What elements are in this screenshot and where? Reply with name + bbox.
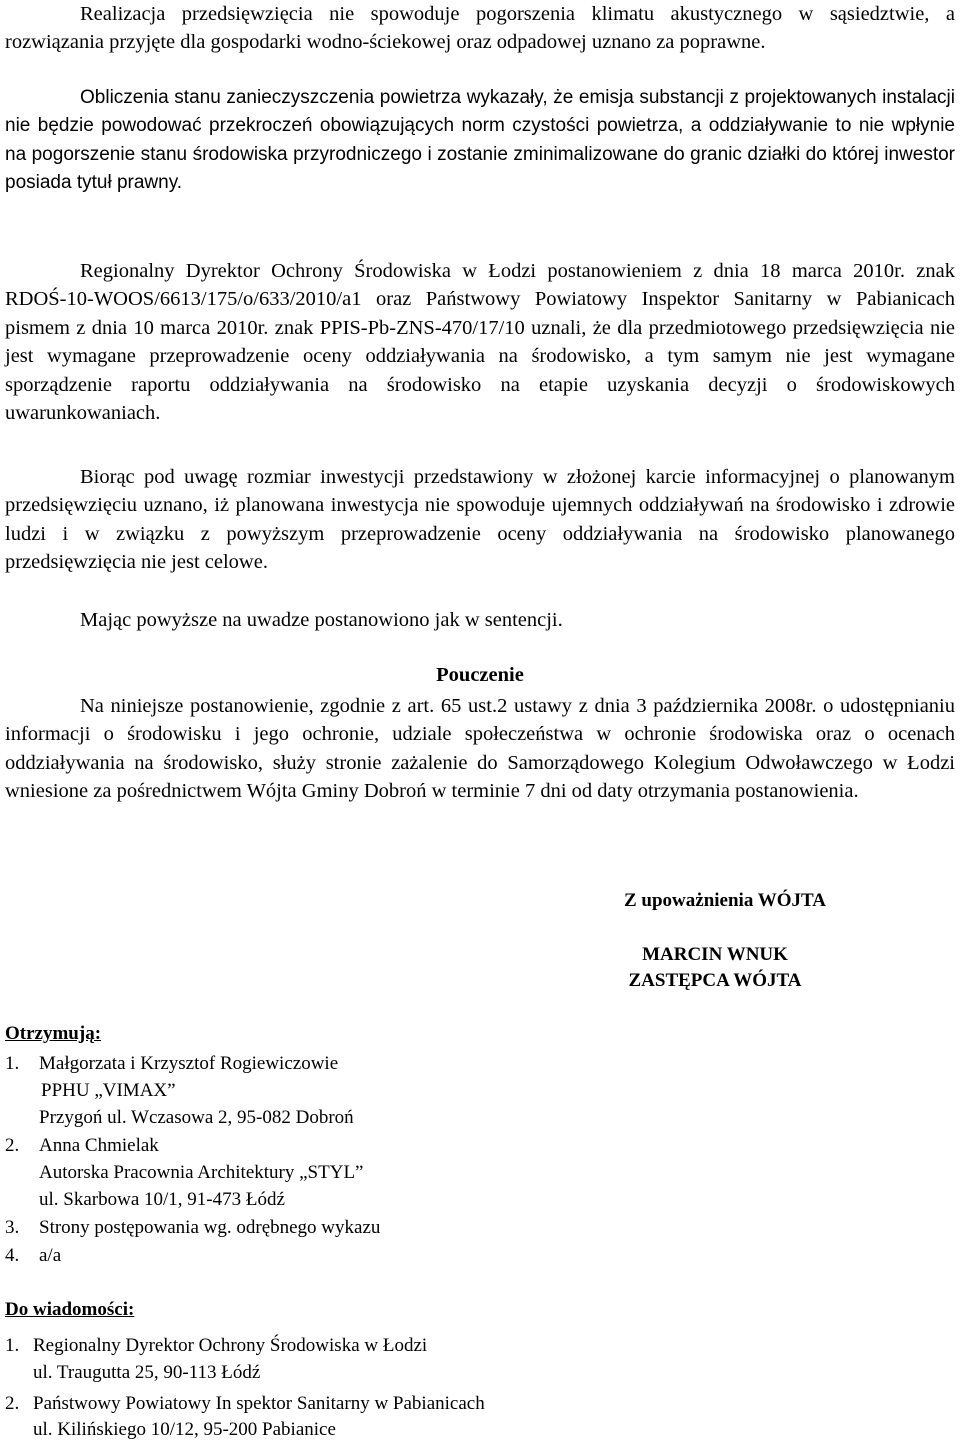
cc-number: 2. — [5, 1393, 20, 1414]
recipient-number: 1. — [5, 1053, 20, 1074]
recipient-number: 4. — [5, 1245, 20, 1266]
recipient-item: 1. Małgorzata i Krzysztof Rogiewiczowie — [5, 1050, 338, 1077]
cc-item: 2. Państwowy Powiatowy In spektor Sanitarny w Pabianicach — [5, 1390, 485, 1417]
recipient-item: 3. Strony postępowania wg. odrębnego wykazu — [5, 1214, 380, 1241]
recipient-item: 2. Anna Chmielak — [5, 1132, 159, 1159]
recipient-line: PPHU „VIMAX” — [41, 1080, 176, 1101]
signature-title: ZASTĘPCA WÓJTA — [628, 970, 802, 991]
recipient-line: ul. Skarbowa 10/1, 91-473 Łódź — [39, 1189, 285, 1210]
paragraph-conclusion: Biorąc pod uwagę rozmiar inwestycji przedstawiony w złożonej karcie informacyjnej o planowanym przedsięwzięciu uznano, iż planowana inwestycja nie spowoduje ujemnych oddziaływań na środowisko i zdrowie ludzi i w związku z powyższym przeprowadzenie oceny oddziaływania na środowisko planowanego przedsięwzięcia nie jest celowe. — [5, 466, 955, 574]
recipient-item: 4. a/a — [5, 1242, 61, 1269]
cc-line: ul. Traugutta 25, 90-113 Łódź — [33, 1362, 261, 1383]
recipient-line: Autorska Pracownia Architektury „STYL” — [39, 1162, 364, 1183]
paragraph-rdos-opinion: Regionalny Dyrektor Ochrony Środowiska w Łodzi postanowieniem z dnia 18 marca 2010r. znak RDOŚ-10-WOOS/6613/175/o/633/2010/a1 oraz Państwowy Powiatowy Inspektor Sanitarny w Pabianicach pismem z dnia 10 marca 2010r. znak PPIS-Pb-ZNS-470/17/10 uznali, że dla przedmiotowego przedsięwzięcia nie jest wymagane przeprowadzenie oceny oddziaływania na środowisko, a tym samym nie jest wymagane sporządzenie raportu oddziaływania na środowisko na etapie uzyskania decyzji o środowiskowych uwarunkowaniach. — [5, 260, 955, 425]
signature-authorization: Z upoważnienia WÓJTA — [623, 890, 826, 911]
cc-item: 1. Regionalny Dyrektor Ochrony Środowiska w Łodzi — [5, 1332, 427, 1359]
paragraph-decision: Mając powyższe na uwadze postanowiono jak w sentencji. — [80, 609, 563, 631]
paragraph-air-pollution: Obliczenia stanu zanieczyszczenia powietrza wykazały, że emisja substancji z projektowanych instalacji nie będzie powodować przekroczeń obowiązujących norm czystości powietrza, a oddziaływanie to nie wpłynie na pogorszenie stanu środowiska przyrodniczego i zostanie zminimalizowane do granic działki do której inwestor posiada tytuł prawny. — [5, 87, 955, 194]
recipient-number: 3. — [5, 1217, 20, 1238]
cc-heading: Do wiadomości: — [5, 1299, 135, 1320]
recipients-heading: Otrzymują: — [5, 1023, 102, 1044]
paragraph-appeal-instructions: Na niniejsze postanowienie, zgodnie z art. 65 ust.2 ustawy z dnia 3 października 2008r. o udostępnianiu informacji o środowisku i jego ochronie, udziale społeczeństwa w ochronie środowiska oraz o ocenach oddziaływania na środowisko, służy stronie zażalenie do Samorządowego Kolegium Odwoławczego w Łodzi wniesione za pośrednictwem Wójta Gminy Dobroń w terminie 7 dni od daty otrzymania postanowienia. — [5, 695, 955, 803]
pouczenie-heading: Pouczenie — [436, 664, 524, 686]
cc-line: ul. Kilińskiego 10/12, 95-200 Pabianice — [33, 1419, 336, 1440]
recipient-number: 2. — [5, 1135, 20, 1156]
signature-name: MARCIN WNUK — [642, 944, 788, 965]
paragraph-acoustic: Realizacja przedsięwzięcia nie spowoduje pogorszenia klimatu akustycznego w sąsiedztwie, a rozwiązania przyjęte dla gospodarki wodno-ściekowej oraz odpadowej uznano za poprawne. — [5, 3, 955, 54]
cc-number: 1. — [5, 1335, 20, 1356]
recipient-line: Przygoń ul. Wczasowa 2, 95-082 Dobroń — [39, 1107, 354, 1128]
